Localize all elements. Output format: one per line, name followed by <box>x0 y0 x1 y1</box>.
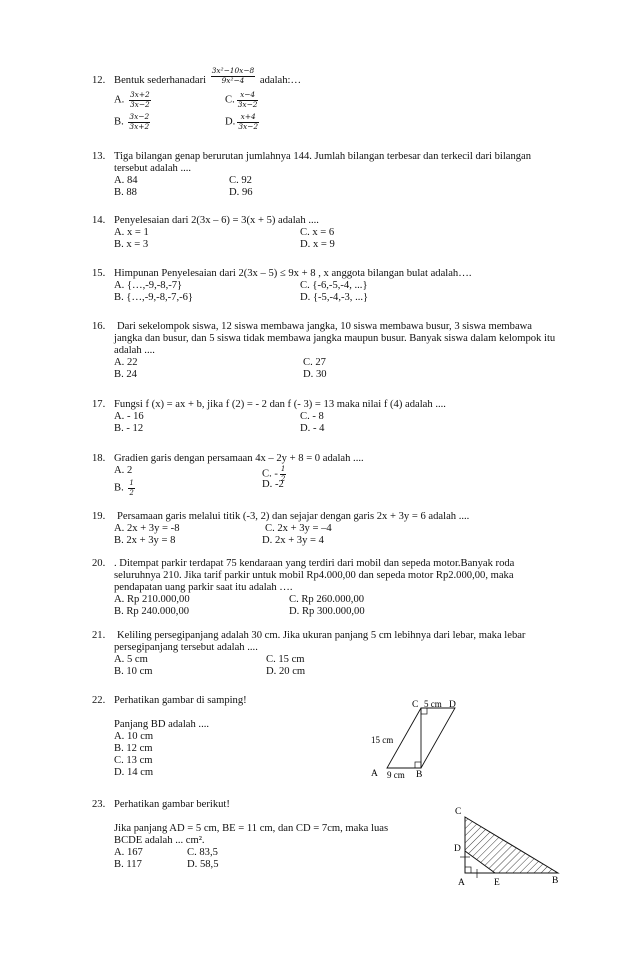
question-20 <box>92 558 612 618</box>
option-b[interactable]: B. 12 cm <box>114 743 153 754</box>
option-c[interactable]: C. 13 cm <box>114 755 153 766</box>
option-d[interactable]: D. 58,5 <box>187 859 219 870</box>
question-number: 19. <box>92 511 106 522</box>
option-d[interactable]: D. 96 <box>229 187 253 198</box>
question-12 <box>92 66 612 133</box>
question-number: 18. <box>92 453 106 464</box>
question-number: 21. <box>92 630 106 641</box>
option-b[interactable]: B. {…,-9,-8,-7,-6} <box>114 292 194 303</box>
vertex-label-a: A <box>371 769 378 779</box>
question-stem: Persamaan garis melalui titik (-3, 2) dan sejajar dengan garis 2x + 3y = 6 adalah .... <box>117 511 470 522</box>
option-d[interactable]: D. $\frac{x+4}{3x-2}$ <box>225 112 259 131</box>
option-d[interactable]: D. - 4 <box>300 423 325 434</box>
option-b[interactable]: B. $\frac{3x-2}{3x+2}$ <box>114 112 150 131</box>
option-c[interactable]: C. 27 <box>303 357 326 368</box>
right-angle-mark <box>465 867 471 873</box>
option-c[interactable]: C. - $\frac{1}{2}$ <box>262 465 286 483</box>
question-15 <box>92 268 612 304</box>
option-c[interactable]: C. $\frac{x-4}{3x-2}$ <box>225 90 258 109</box>
vertex-label-d: D <box>454 844 461 854</box>
question-number: 22. <box>92 695 106 706</box>
question-stem-cont: tersebut adalah .... <box>114 163 192 174</box>
option-a[interactable]: A. 22 <box>114 357 138 368</box>
option-a[interactable]: A. 2x + 3y = -8 <box>114 523 180 534</box>
question-ask: Panjang BD adalah .... <box>114 719 210 730</box>
question-21 <box>92 630 612 678</box>
question-number: 23. <box>92 799 106 810</box>
option-a[interactable]: A. 2 <box>114 465 133 476</box>
option-d[interactable]: D. x = 9 <box>300 239 335 250</box>
option-a[interactable]: A. $\frac{3x+2}{3x-2}$ <box>114 90 150 109</box>
question-13 <box>92 151 612 199</box>
question-16 <box>92 321 612 381</box>
triangle-figure <box>448 803 568 888</box>
option-c[interactable]: C. x = 6 <box>300 227 335 238</box>
option-a[interactable]: A. 10 cm <box>114 731 154 742</box>
option-b[interactable]: B. 24 <box>114 369 137 380</box>
option-c[interactable]: C. - 8 <box>300 411 324 422</box>
question-stem: Perhatikan gambar di samping! <box>114 695 247 706</box>
option-d[interactable]: D. 30 <box>303 369 327 380</box>
question-14 <box>92 215 612 251</box>
option-c[interactable]: C. 15 cm <box>266 654 305 665</box>
question-stem: Gradien garis dengan persamaan 4x – 2y + 8 = 0 adalah .... <box>114 453 364 464</box>
question-stem-cont: seluruhnya 210. Jika tarif parkir untuk mobil Rp4.000,00 dan sepeda motor Rp2.000,00, maka <box>114 570 514 581</box>
question-ask-cont: BCDE adalah ... cm². <box>114 835 205 846</box>
option-c[interactable]: C. {-6,-5,-4, ...} <box>300 280 368 291</box>
option-d[interactable]: D. 14 cm <box>114 767 154 778</box>
expression-fraction: $\frac{\text{3x²−10x−8}}{\text{9x²−4}}$ <box>211 66 255 86</box>
trapezoid-figure <box>360 696 470 786</box>
option-b[interactable]: B. 10 cm <box>114 666 153 677</box>
question-stem-cont: pendapatan uang parkir saat itu adalah …. <box>114 582 293 593</box>
question-number: 13. <box>92 151 106 162</box>
option-b[interactable]: B. $\frac{1}{2}$ <box>114 479 134 497</box>
question-stem: Bentuk sederhanadari $\frac{\text{3x²−10x−8}}{\text{9x²−4}}$ adalah:… <box>114 66 302 86</box>
question-number: 17. <box>92 399 106 410</box>
question-18 <box>92 453 612 497</box>
vertex-label-a: A <box>458 878 465 888</box>
question-stem: Fungsi f (x) = ax + b, jika f (2) = - 2 dan f (- 3) = 13 maka nilai f (4) adalah .... <box>114 399 446 410</box>
option-d[interactable]: D. -2 <box>262 479 284 490</box>
option-a[interactable]: A. x = 1 <box>114 227 149 238</box>
option-c[interactable]: C. 83,5 <box>187 847 218 858</box>
option-a[interactable]: A. 167 <box>114 847 143 858</box>
question-number: 15. <box>92 268 106 279</box>
vertex-label-c: C <box>412 700 419 710</box>
option-a[interactable]: A. 84 <box>114 175 138 186</box>
vertex-label-b: B <box>416 770 423 780</box>
option-d[interactable]: D. 20 cm <box>266 666 306 677</box>
question-stem: . Ditempat parkir terdapat 75 kendaraan yang terdiri dari mobil dan sepeda motor.Banyak roda <box>114 558 515 569</box>
question-17 <box>92 399 612 435</box>
question-number: 20. <box>92 558 106 569</box>
option-a[interactable]: A. Rp 210.000,00 <box>114 594 190 605</box>
vertex-label-d: D <box>449 700 456 710</box>
question-ask: Jika panjang AD = 5 cm, BE = 11 cm, dan CD = 7cm, maka luas <box>114 823 389 834</box>
side-label-left: 15 cm <box>371 735 394 745</box>
question-stem-cont: adalah .... <box>114 345 155 356</box>
question-stem: Tiga bilangan genap berurutan jumlahnya 144. Jumlah bilangan terbesar dan terkecil dari bilangan <box>114 151 532 162</box>
side-label-bottom: 9 cm <box>387 770 405 780</box>
vertex-label-e: E <box>494 878 500 888</box>
question-stem: Perhatikan gambar berikut! <box>114 799 230 810</box>
question-number: 16. <box>92 321 106 332</box>
option-b[interactable]: B. x = 3 <box>114 239 149 250</box>
right-angle-mark <box>415 762 421 768</box>
vertex-label-c: C <box>455 807 462 817</box>
question-stem: Penyelesaian dari 2(3x – 6) = 3(x + 5) adalah .... <box>114 215 319 226</box>
question-stem-cont: persegipanjang tersebut adalah .... <box>114 642 258 653</box>
option-d[interactable]: D. 2x + 3y = 4 <box>262 535 324 546</box>
option-b[interactable]: B. 117 <box>114 859 142 870</box>
option-b[interactable]: B. 88 <box>114 187 137 198</box>
question-stem-cont: jangka dan busur, dan 5 siswa tidak membawa jangka maupun busur. Banyak siswa dalam kelompok itu <box>114 333 556 344</box>
option-a[interactable]: A. - 16 <box>114 411 144 422</box>
question-stem: Keliling persegipanjang adalah 30 cm. Jika ukuran panjang 5 cm lebihnya dari lebar, maka lebar <box>117 630 526 641</box>
option-b[interactable]: B. Rp 240.000,00 <box>114 606 190 617</box>
option-b[interactable]: B. 2x + 3y = 8 <box>114 535 176 546</box>
option-a[interactable]: A. 5 cm <box>114 654 148 665</box>
question-number: 12. <box>92 75 106 86</box>
question-19 <box>92 511 612 547</box>
option-c[interactable]: C. Rp 260.000,00 <box>289 594 365 605</box>
option-d[interactable]: D. Rp 300.000,00 <box>289 606 365 617</box>
side-label-top: 5 cm <box>424 699 442 709</box>
option-c[interactable]: C. 2x + 3y = –4 <box>265 523 332 534</box>
question-stem: Himpunan Penyelesaian dari 2(3x – 5) ≤ 9x + 8 , x anggota bilangan bulat adalah…. <box>114 268 472 279</box>
option-c[interactable]: C. 92 <box>229 175 252 186</box>
option-a[interactable]: A. {…,-9,-8,-7} <box>114 280 183 291</box>
vertex-label-b: B <box>552 876 559 886</box>
question-number: 14. <box>92 215 106 226</box>
question-22 <box>92 695 612 779</box>
option-d[interactable]: D. {-5,-4,-3, ...} <box>300 292 369 303</box>
question-stem: Dari sekelompok siswa, 12 siswa membawa jangka, 10 siswa membawa busur, 3 siswa membawa <box>117 321 532 332</box>
option-b[interactable]: B. - 12 <box>114 423 144 434</box>
